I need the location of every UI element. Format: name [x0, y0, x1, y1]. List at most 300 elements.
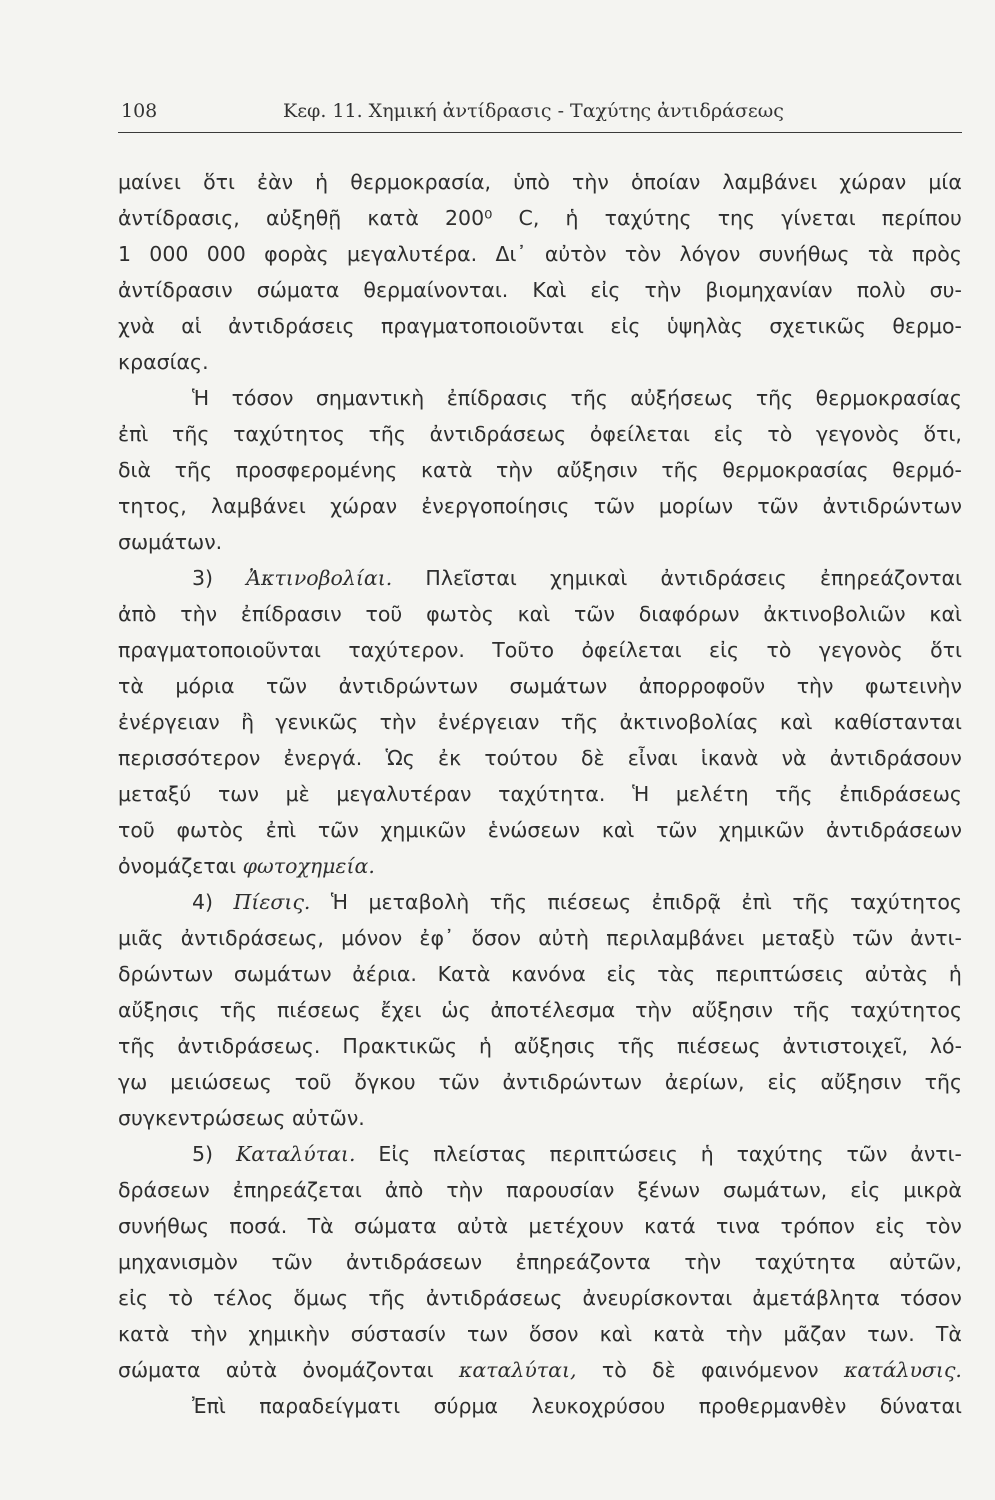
word: σύστασίν [350, 1322, 446, 1346]
word: γεγονὸς [818, 638, 903, 662]
word: χνὰ [118, 314, 155, 338]
word: τῆς [118, 1034, 156, 1058]
text-line [118, 422, 962, 446]
word: πιέσεως [276, 998, 361, 1022]
word: πραγματοποιοῦνται [118, 638, 321, 662]
word: φωτεινὴν [865, 674, 962, 698]
word: λευκοχρύσου [531, 1394, 666, 1418]
text-line [118, 1322, 962, 1346]
word: τὴν [190, 1322, 228, 1346]
page-header [118, 98, 962, 133]
word: τὸν [624, 242, 662, 266]
text-line [118, 1070, 962, 1094]
word: ἀποτέλεσμα [490, 998, 616, 1022]
word: τὴν [496, 458, 533, 482]
word: πολὺ [856, 278, 906, 302]
word: ἀντιδράσεως. [177, 1034, 321, 1058]
word: C, [518, 206, 540, 230]
word: τὴν [684, 1250, 722, 1274]
word: δὲ [652, 1358, 676, 1382]
word: περίπου [881, 206, 962, 230]
word: Πίεσις. [233, 890, 311, 914]
word: Ἐπὶ [192, 1394, 226, 1418]
word: ἐπίδρασις [446, 386, 549, 410]
word: εἰς [767, 1070, 798, 1094]
word: ἐνεργοποίησις [421, 494, 570, 518]
text-line [118, 1214, 962, 1238]
word: γεγονὸς [815, 422, 900, 446]
text-line [118, 818, 962, 842]
word: ἀντιδράσεως [425, 1286, 563, 1310]
word: κατὰ [653, 1322, 705, 1346]
word: χημικῶν [718, 818, 805, 842]
word: αἱ [181, 314, 202, 338]
word: ἡ [315, 170, 329, 194]
word: ἐκ [437, 746, 462, 770]
word: χώραν [330, 494, 398, 518]
word: ἐφ᾽ [419, 926, 455, 950]
word: τῆς [368, 1286, 406, 1310]
word: μεγαλυτέραν [336, 782, 472, 806]
word: τέλος [213, 1286, 274, 1310]
word: ταχύτης [736, 1142, 824, 1166]
word: καὶ [779, 710, 813, 734]
word: ὅτι, [923, 422, 962, 446]
word: γω [118, 1070, 148, 1094]
word: συ- [929, 278, 962, 302]
word: τὴν [446, 1178, 484, 1202]
word: σωμάτων, [722, 1178, 828, 1202]
word: ἀντιδράσεων [825, 818, 962, 842]
word: ὅτι [930, 638, 962, 662]
word: πλείστας [433, 1142, 527, 1166]
word: τῆς [661, 458, 699, 482]
word: ἀμετάβλητα [752, 1286, 880, 1310]
word: ταχύτητος [850, 890, 962, 914]
word: λαμβάνει [211, 494, 306, 518]
word: αὐτὰ [456, 1214, 509, 1238]
word: φωτὸς [426, 602, 494, 626]
word: Δι᾽ [495, 242, 527, 266]
word: σώματα [354, 1214, 437, 1238]
text-line [118, 1178, 962, 1202]
word: αὐτῶν, [889, 1250, 962, 1274]
word: νὰ [781, 746, 807, 770]
word: κατὰ [118, 1322, 170, 1346]
word: αὐτὴ [538, 926, 589, 950]
text-line [118, 746, 962, 770]
word: καὶ [517, 602, 551, 626]
word: ἑνώσεων [487, 818, 581, 842]
word: τῆς [172, 422, 210, 446]
word: ἐπὶ [741, 890, 772, 914]
word: τῶν [846, 1142, 888, 1166]
word: 3) [192, 566, 214, 590]
text-line [118, 242, 962, 266]
text-line [118, 314, 962, 338]
word: ἐπηρεάζονται [819, 566, 962, 590]
word: τῆς [924, 1070, 962, 1094]
word: ἐνέργειαν [118, 710, 220, 734]
word: αὐτὰ [225, 1358, 278, 1382]
word: εἰς [118, 1286, 149, 1310]
text-line [118, 494, 962, 518]
word: τὴν [796, 674, 834, 698]
word: ἱκανὰ [700, 746, 759, 770]
text-line [118, 386, 962, 410]
word: τῶν [271, 1250, 313, 1274]
word: παραδείγματι [259, 1394, 401, 1418]
word: μεταξὺ [761, 926, 835, 950]
word: ἀπὸ [118, 602, 157, 626]
word: τοῦ [365, 602, 403, 626]
word: τῶν [266, 674, 308, 698]
word: τῶν [757, 494, 799, 518]
word: ἡ [700, 1142, 714, 1166]
word: κατάλυσις. [843, 1358, 962, 1382]
word: τῆς [570, 386, 608, 410]
word: φαινόμενον [701, 1358, 819, 1382]
word: σώματα [256, 278, 340, 302]
word: φωτοχημεία. [242, 854, 375, 878]
word: τῶν [573, 602, 615, 626]
word: φωτὸς [176, 818, 245, 842]
word: ἀντιδράσουν [829, 746, 962, 770]
word: ἐνεργά. [283, 746, 363, 770]
word: ταχύτητος [850, 998, 962, 1022]
word: δρώντων [118, 962, 214, 986]
word: περιπτώσεις [715, 962, 845, 986]
word: ὀνομάζεται [118, 854, 237, 878]
word: ἀντι- [910, 1142, 962, 1166]
word: 5) [192, 1142, 214, 1166]
word: ἀκτινοβολιῶν [763, 602, 906, 626]
word: χημικῶν [380, 818, 467, 842]
word: ὑπὸ [513, 170, 550, 194]
text-line [118, 1106, 962, 1130]
word: τὴν [572, 170, 609, 194]
word: παρουσίαν [506, 1178, 615, 1202]
word: τῆς [792, 890, 830, 914]
word: μὲ [285, 782, 310, 806]
word: ἐπιδράσεως [839, 782, 962, 806]
word: ἀντιδρώντων [338, 674, 478, 698]
word: ἐπὶ [118, 422, 149, 446]
word: συγκεντρώσεως [118, 1106, 286, 1130]
word: τὴν [644, 278, 682, 302]
word: καταλύται, [458, 1358, 577, 1382]
word: θερμοκρασίας [815, 386, 962, 410]
word: καὶ [929, 602, 962, 626]
word: τὸ [767, 422, 793, 446]
word: μόρια [175, 674, 235, 698]
word: γίνεται [781, 206, 856, 230]
word: ἡ [948, 962, 962, 986]
word: μᾶζαν [783, 1322, 847, 1346]
word: ὅσον [528, 1322, 579, 1346]
word: τῆς [560, 710, 599, 734]
word: εἶναι [627, 746, 678, 770]
word: Ἡ [632, 782, 650, 806]
word: χημικαὶ [549, 566, 628, 590]
word: τὴν [635, 998, 672, 1022]
word: Τοῦτο [492, 638, 555, 662]
word: αὐξήσεως [630, 386, 734, 410]
word: τὸ [766, 638, 792, 662]
word: προσφερομένης [235, 458, 398, 482]
word: εἰς [713, 422, 744, 446]
word: εἰς [590, 278, 621, 302]
word: ὀφείλεται [581, 638, 682, 662]
word: ἢ [241, 710, 255, 734]
word: χημικὴν [248, 1322, 330, 1346]
word: μιᾶς [118, 926, 164, 950]
word: μόνον [341, 926, 403, 950]
word: κατὰ [367, 206, 419, 230]
word: τῶν [852, 926, 894, 950]
word: τοῦ [118, 818, 155, 842]
word: τῆς [755, 386, 794, 410]
word: ἀντιδρώντων [502, 1070, 642, 1094]
text-line [118, 782, 962, 806]
word: γενικῶς [275, 710, 359, 734]
page-number: 108 [121, 100, 158, 122]
word: δύναται [879, 1394, 962, 1418]
word: ταχύτης [604, 206, 692, 230]
text-line [118, 998, 962, 1022]
word: ἐπιδρᾷ [651, 890, 722, 914]
word: τῶν [593, 494, 635, 518]
text-line [118, 602, 962, 626]
word: ταχύτητος [233, 422, 345, 446]
word: ὀφείλεται [589, 422, 690, 446]
word: ἡ [478, 1034, 492, 1058]
text-line [118, 278, 962, 302]
word: ἀνευρίσκονται [582, 1286, 733, 1310]
word: ἐπίδρασιν [240, 602, 342, 626]
word: ξένων [637, 1178, 700, 1202]
word: τόσον [900, 1286, 962, 1310]
word: 000 [206, 242, 246, 266]
word: 000 [149, 242, 189, 266]
word: λαμβάνει [722, 170, 818, 194]
word: εἰς [606, 962, 637, 986]
word: τῆς [174, 458, 213, 482]
word: συνήθως [118, 1214, 210, 1238]
word: περισσότερον [118, 746, 261, 770]
text-line [118, 1394, 962, 1418]
word: προθερμανθὲν [698, 1394, 847, 1418]
word: τῆς [775, 782, 813, 806]
word: Πλεῖσται [425, 566, 517, 590]
word: ἀντιστοιχεῖ, [782, 1034, 908, 1058]
word: τὸ [601, 1358, 627, 1382]
word: εἰς [850, 1178, 881, 1202]
word: λόγον [679, 242, 741, 266]
word: τὰς [657, 962, 696, 986]
word: τόσον [231, 386, 294, 410]
word: Πρακτικῶς [342, 1034, 457, 1058]
text-line [118, 350, 962, 374]
word: τῶν [438, 1070, 480, 1094]
word: ὑψηλὰς [666, 314, 743, 338]
text-line [118, 1250, 962, 1274]
word: σώματα [118, 1358, 201, 1382]
word: των. [867, 1322, 915, 1346]
word: Κατὰ [437, 962, 491, 986]
word: ἐπὶ [265, 818, 297, 842]
word: Καὶ [532, 278, 567, 302]
word: διαφόρων [638, 602, 740, 626]
word: τῆς [219, 998, 258, 1022]
text-line [118, 638, 962, 662]
word: μορίων [658, 494, 734, 518]
word: καὶ [599, 1322, 633, 1346]
text-line [118, 566, 962, 590]
word: χώραν [839, 170, 907, 194]
word: τῶν [656, 818, 698, 842]
word: αὔξησιν [820, 1070, 902, 1094]
word: κατὰ [420, 458, 473, 482]
word: ἀντιδράσεως, [180, 926, 324, 950]
word: αὔξησις [513, 1034, 596, 1058]
text-line [118, 1034, 962, 1058]
word: μεταξύ [118, 782, 192, 806]
word: ἔχει [380, 998, 422, 1022]
running-title: Κεφ. 11. Χημική ἀντίδρασις - Ταχύτης ἀντιδράσεως [283, 100, 784, 122]
word: τὸν [925, 1214, 962, 1238]
word: ὀνομάζονται [302, 1358, 434, 1382]
word: ἐνέργειαν [437, 710, 540, 734]
word: καθίστανται [833, 710, 962, 734]
word: Ἡ [330, 890, 349, 914]
word: σημαντικὴ [315, 386, 425, 410]
word: μετέχουν [528, 1214, 624, 1238]
word: θερμό- [892, 458, 962, 482]
word: πιέσεως [547, 890, 632, 914]
word: τοῦ [294, 1070, 332, 1094]
word: των [466, 1322, 508, 1346]
word: κανόνα [511, 962, 586, 986]
word: αὐτὰς [864, 962, 929, 986]
word: κρασίας. [118, 350, 209, 374]
word: ἀντιδρώντων [822, 494, 962, 518]
word: τῆς [368, 422, 406, 446]
word: κατά [644, 1214, 696, 1238]
word: ἐπηρεάζοντα [515, 1250, 651, 1274]
word: ταχύτητα. [498, 782, 606, 806]
word: Καταλύται. [235, 1142, 356, 1166]
word: σωμάτων [509, 674, 608, 698]
word: σωμάτων. [118, 530, 223, 554]
word: Ἡ [192, 386, 210, 410]
text-line [118, 962, 962, 986]
word: πραγματοποιοῦνται [380, 314, 584, 338]
word: της [717, 206, 756, 230]
word: θερμαίνονται. [363, 278, 509, 302]
word: θερμοκρασία, [350, 170, 492, 194]
word: τὴν [725, 1322, 763, 1346]
word: μελέτη [675, 782, 749, 806]
word: αὐξηθῇ [265, 206, 342, 230]
word: θερμο- [892, 314, 962, 338]
word: μικρὰ [903, 1178, 962, 1202]
word: μηχανισμὸν [118, 1250, 238, 1274]
text-line [118, 710, 962, 734]
word: αὐτὸν [544, 242, 607, 266]
word: ταχύτερον. [348, 638, 465, 662]
word: τητος, [118, 494, 187, 518]
word: εἰς [875, 1214, 906, 1238]
word: αὔξησιν [556, 458, 638, 482]
word: ἀντιδράσεις [660, 566, 787, 590]
word: των [217, 782, 259, 806]
word: ὁποίαν [630, 170, 701, 194]
word: λό- [929, 1034, 962, 1058]
word: περιλαμβάνει [606, 926, 745, 950]
word: ἀντιδράσεως [429, 422, 567, 446]
word: μαίνει [118, 170, 181, 194]
word: ἀντι- [910, 926, 962, 950]
word: Εἰς [378, 1142, 411, 1166]
word: τῆς [489, 890, 528, 914]
word: δράσεων [118, 1178, 210, 1202]
word: ὅμως [293, 1286, 349, 1310]
text-line [118, 170, 962, 194]
word: εἰς [610, 314, 641, 338]
text-line [118, 674, 962, 698]
word: ἀντιδράσεις [228, 314, 355, 338]
word: 4) [192, 890, 214, 914]
text-line [118, 1286, 962, 1310]
word: μειώσεως [170, 1070, 272, 1094]
word: εἰς [709, 638, 740, 662]
word: ὅτι [203, 170, 235, 194]
word: τὰ [867, 242, 894, 266]
text-line [118, 206, 962, 230]
word: σωμάτων [233, 962, 332, 986]
word: ἀερίων, [664, 1070, 745, 1094]
word: τὴν [180, 602, 218, 626]
word: Ὡς [385, 746, 415, 770]
word: 1 [118, 242, 132, 266]
word: Ἀκτινοβολίαι. [246, 566, 393, 590]
word: ἀντιδράσεων [346, 1250, 483, 1274]
word: αὔξησιν [691, 998, 773, 1022]
word: τὰ [118, 674, 144, 698]
text-line [118, 926, 962, 950]
word: αὐτῶν. [291, 1106, 365, 1130]
text-line [118, 1142, 962, 1166]
word: ἀντίδρασις, [118, 206, 240, 230]
word: ταχύτητα [754, 1250, 856, 1274]
word: ἡ [565, 206, 579, 230]
word: συνήθως [758, 242, 850, 266]
word: τινα [715, 1214, 761, 1238]
word: 200⁰ [445, 206, 493, 230]
word: πιέσεως [676, 1034, 761, 1058]
word: φορὰς [264, 242, 329, 266]
word: σχετικῶς [769, 314, 866, 338]
word: ἀπορροφοῦν [638, 674, 766, 698]
word: ἐὰν [257, 170, 294, 194]
word: μεγαλυτέρα. [346, 242, 478, 266]
word: μεταβολὴ [368, 890, 470, 914]
text-line [118, 1358, 962, 1382]
word: πρὸς [911, 242, 962, 266]
word: καὶ [601, 818, 635, 842]
text-line [118, 854, 962, 878]
